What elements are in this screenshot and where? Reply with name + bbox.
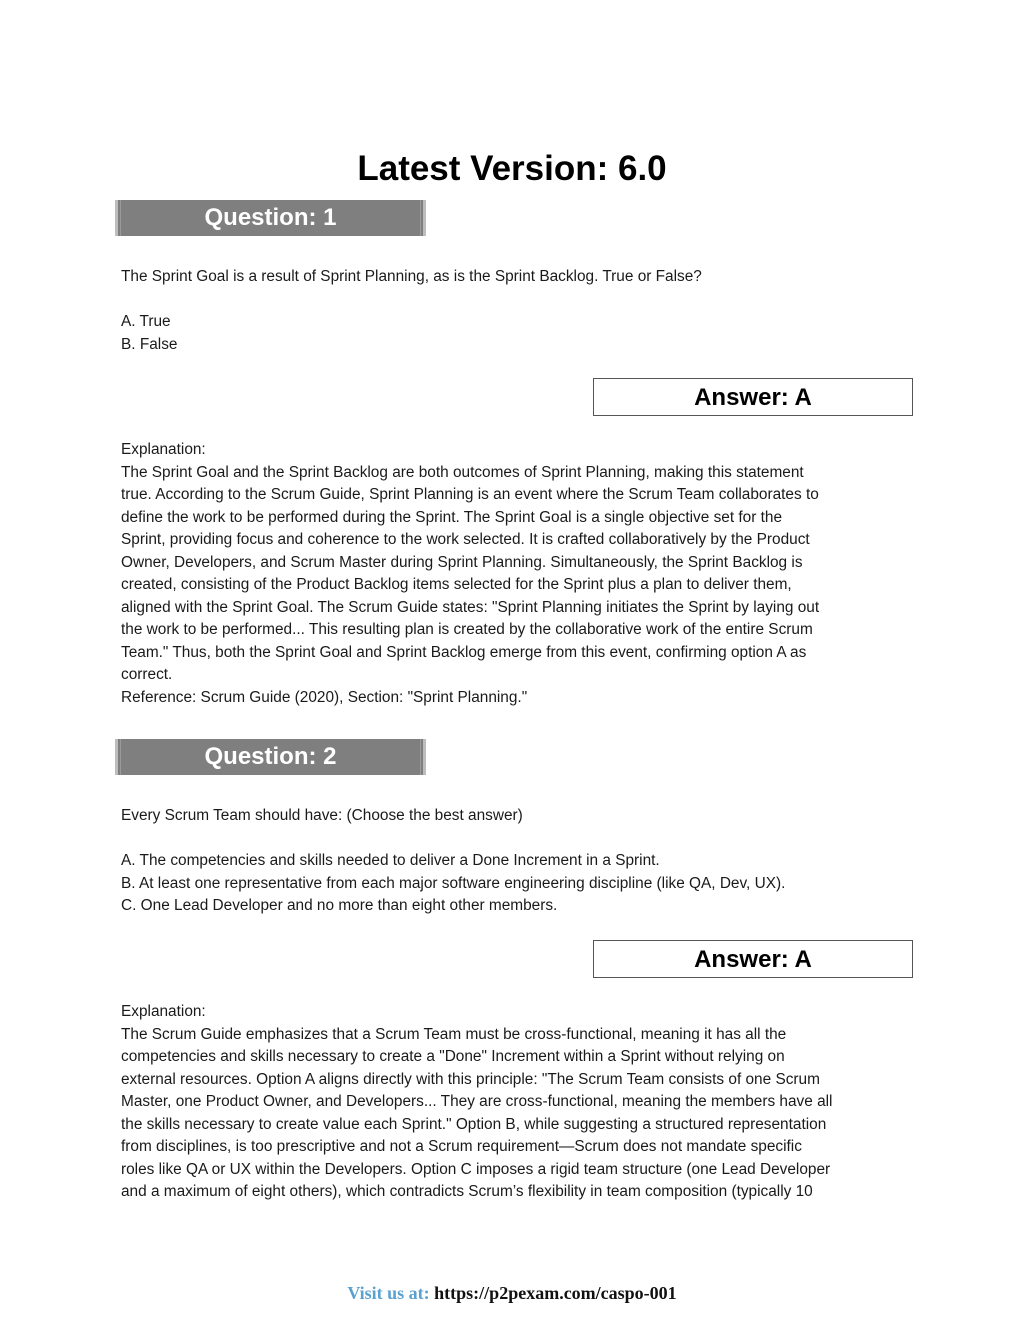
question-2-header: Question: 2 (115, 739, 426, 775)
explanation-line: correct. (121, 666, 173, 683)
question-1-options (121, 311, 911, 356)
question-1-reference: Reference: Scrum Guide (2020), Section: "Sprint Planning." (121, 688, 528, 706)
question-2-options (121, 850, 911, 918)
explanation-line: roles like QA or UX within the Developers. Option C imposes a rigid team structure (one Lead Developer (121, 1160, 831, 1178)
question-2-prompt: Every Scrum Team should have: (Choose the best answer) (121, 807, 523, 824)
explanation-line: Master, one Product Owner, and Developers... They are cross-functional, meaning the members have all (121, 1093, 833, 1110)
explanation-line: true. According to the Scrum Guide, Sprint Planning is an event where the Scrum Team collaborates to (121, 486, 819, 503)
explanation-line: the work to be performed... This resulting plan is created by the collaborative work of the entire Scrum (121, 621, 813, 638)
explanation-line: define the work to be performed during the Sprint. The Sprint Goal is a single objective set for the (121, 508, 783, 526)
explanation-line: Owner, Developers, and Scrum Master during Sprint Planning. Simultaneously, the Sprint Backlog is (121, 553, 803, 571)
page-title: Latest Version: 6.0 (357, 149, 667, 189)
explanation-line: The Sprint Goal and the Sprint Backlog are both outcomes of Sprint Planning, making this statement (121, 463, 804, 481)
explanation-line: competencies and skills necessary to create a "Done" Increment within a Sprint without relying on (121, 1048, 785, 1065)
question-1-header: Question: 1 (115, 200, 426, 236)
question-2-explanation (121, 1001, 911, 1204)
footer-label: Visit us at: (347, 1283, 430, 1303)
explanation-line: and a maximum of eight others), which contradicts Scrum’s flexibility in team composition (typically 10 (121, 1183, 813, 1200)
question-1-explanation (121, 439, 911, 709)
question-2-prompt-block (121, 805, 911, 828)
question-2-answer-box: Answer: A (593, 940, 913, 978)
footer (0, 1281, 1024, 1305)
explanation-line: from disciplines, is too prescriptive and not a Scrum requirement—Scrum does not mandate specific (121, 1138, 802, 1155)
explanation-line: external resources. Option A aligns directly with this principle: "The Scrum Team consists of one Scrum (121, 1070, 820, 1088)
question-1-prompt-block (121, 266, 911, 289)
question-1-option-b: B. False (121, 335, 178, 353)
question-1-prompt: The Sprint Goal is a result of Sprint Planning, as is the Sprint Backlog. True or False? (121, 268, 702, 285)
explanation-line: created, consisting of the Product Backlog items selected for the Sprint plus a plan to deliver them, (121, 576, 792, 593)
explanation-line: Team." Thus, both the Sprint Goal and Sprint Backlog emerge from this event, confirming option A as (121, 643, 807, 661)
explanation-line: the skills necessary to create value each Sprint." Option B, while suggesting a structured representation (121, 1115, 827, 1133)
question-2-option-a: A. The competencies and skills needed to deliver a Done Increment in a Sprint. (121, 852, 660, 869)
explanation-label: Explanation: (121, 441, 206, 458)
question-1-answer-box: Answer: A (593, 378, 913, 416)
explanation-line: Sprint, providing focus and coherence to the work selected. It is crafted collaboratively by the Product (121, 531, 810, 548)
question-1-option-a: A. True (121, 313, 171, 330)
explanation-label: Explanation: (121, 1003, 206, 1020)
explanation-line: The Scrum Guide emphasizes that a Scrum Team must be cross-functional, meaning it has all the (121, 1025, 787, 1043)
question-2-option-b: B. At least one representative from each major software engineering discipline (like QA, Dev, UX). (121, 874, 786, 892)
footer-link[interactable]: https://p2pexam.com/caspo-001 (434, 1283, 677, 1303)
question-2-option-c: C. One Lead Developer and no more than eight other members. (121, 897, 558, 914)
explanation-line: aligned with the Sprint Goal. The Scrum Guide states: "Sprint Planning initiates the Sprint by laying out (121, 598, 820, 616)
